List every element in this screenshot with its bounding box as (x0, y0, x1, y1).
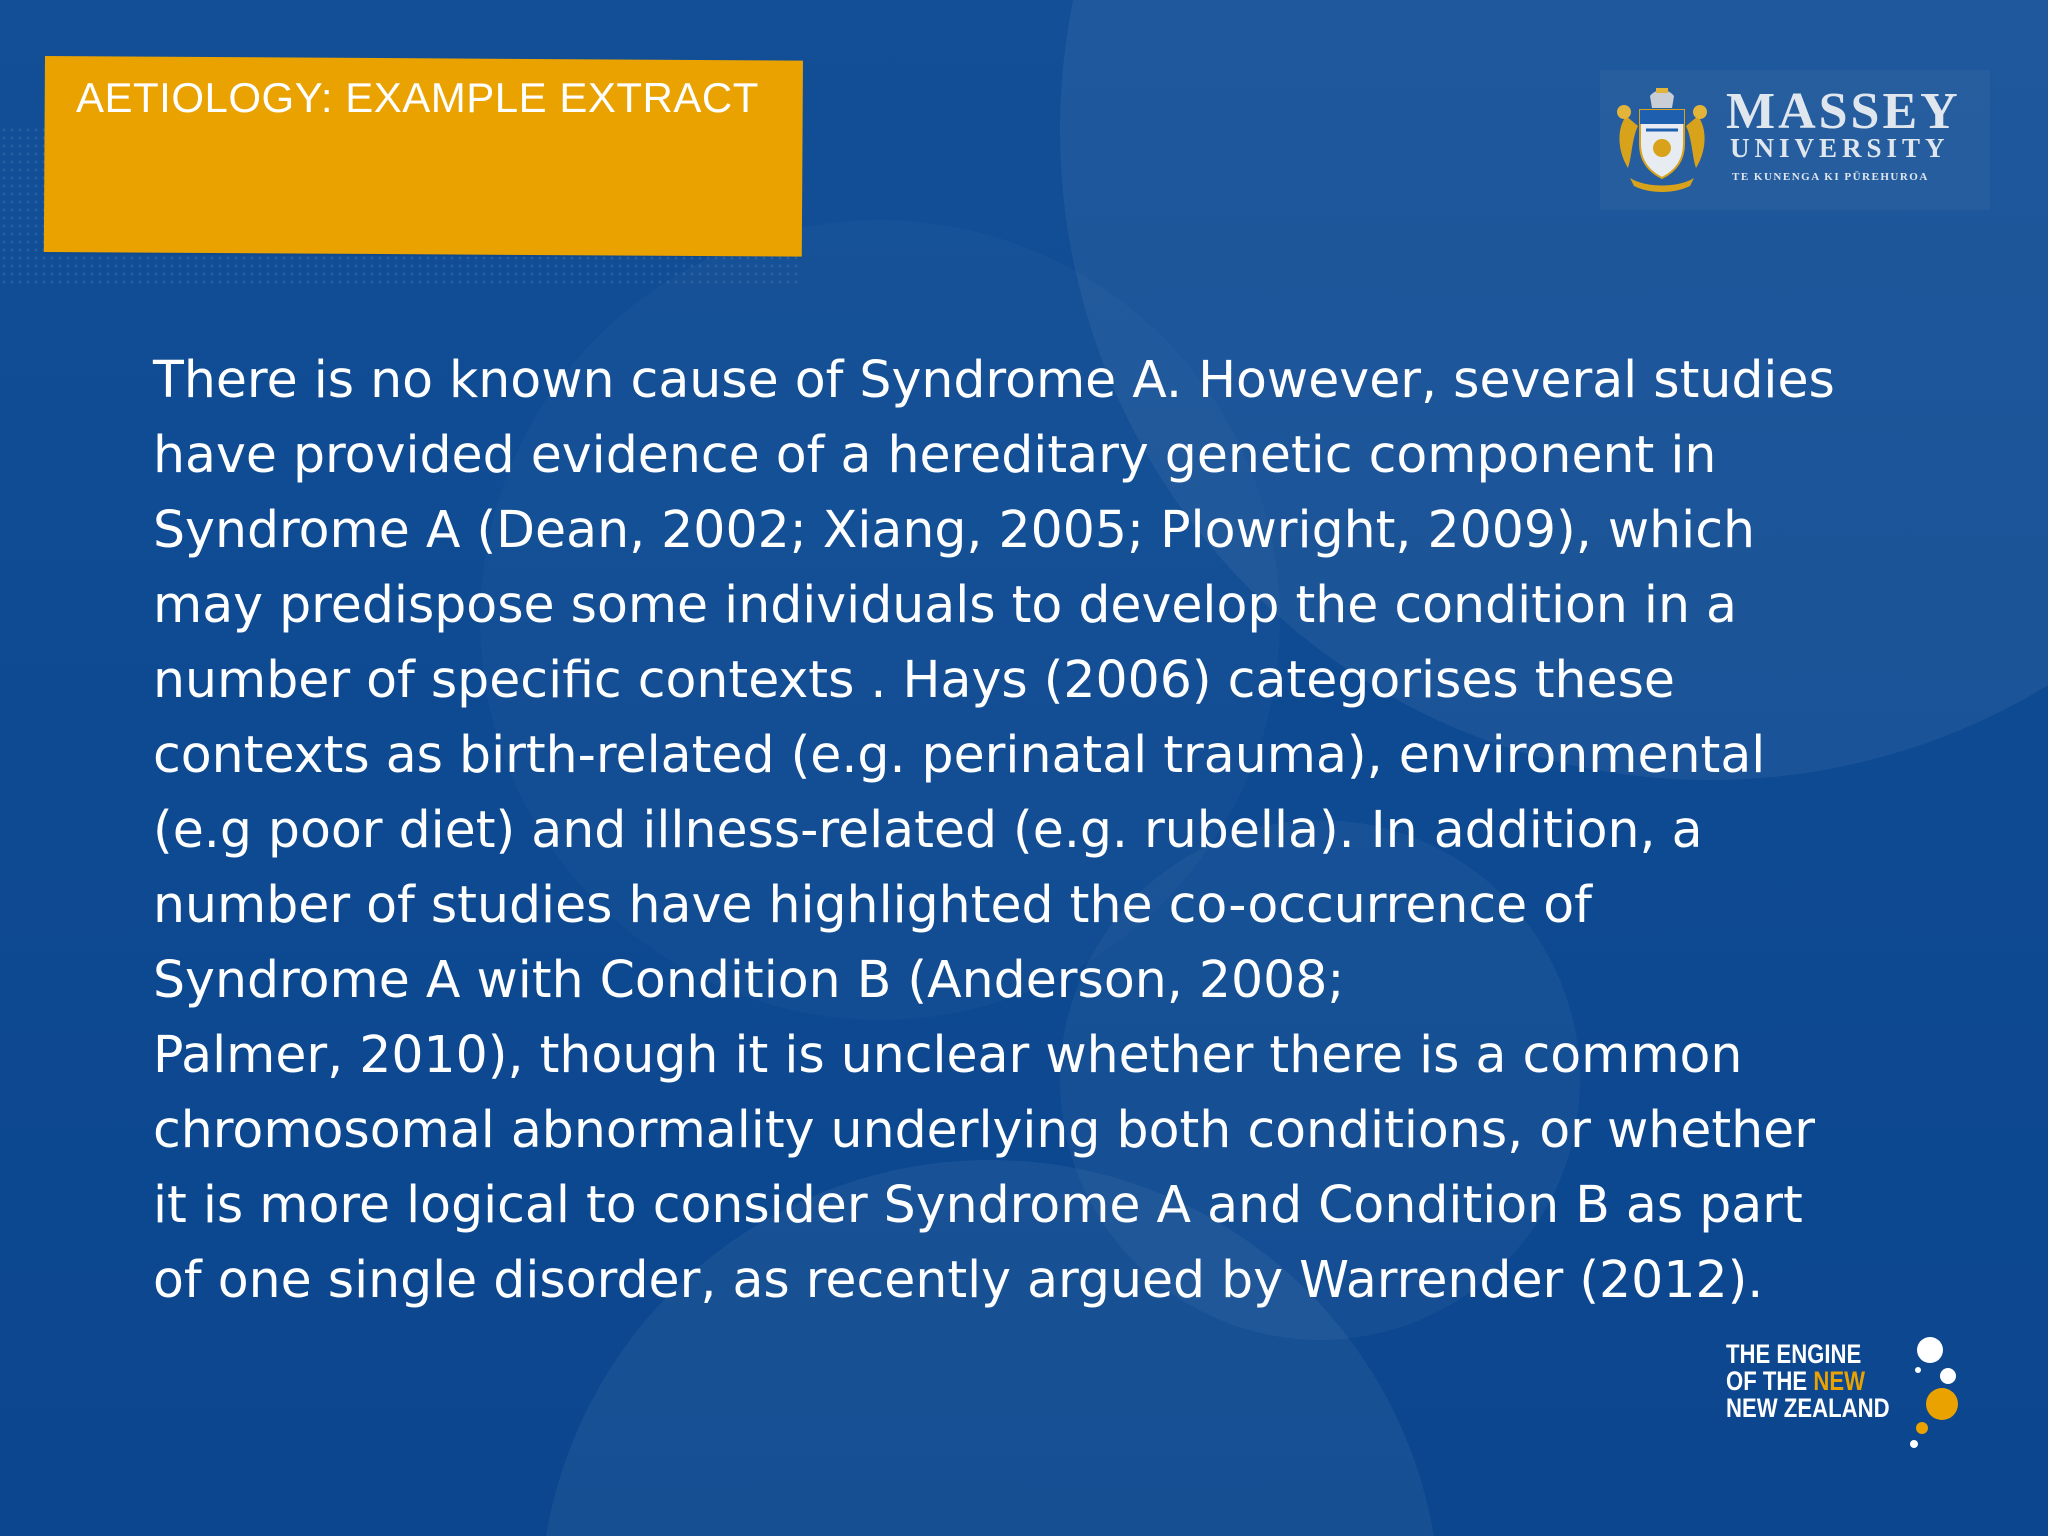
body-line: number of studies have highlighted the co-occurrence of (153, 875, 1592, 934)
body-line: chromosomal abnormality underlying both conditions, or whether (153, 1100, 1815, 1159)
logo-name-university: UNIVERSITY (1730, 133, 1950, 163)
body-line: There is no known cause of Syndrome A. However, several studies (153, 350, 1835, 409)
tagline-line-2 (1726, 1368, 1890, 1395)
body-line: (e.g poor diet) and illness-related (e.g. rubella). In addition, a (153, 800, 1703, 859)
body-line: number of specific contexts . Hays (2006) categorises these (153, 650, 1676, 709)
university-crest-icon (1612, 86, 1712, 196)
tagline (1726, 1341, 1890, 1422)
body-line: have provided evidence of a hereditary genetic component in (153, 425, 1717, 484)
body-line: Palmer, 2010), though it is unclear whether there is a common (153, 1025, 1743, 1084)
body-line: contexts as birth-related (e.g. perinatal trauma), environmental (153, 725, 1766, 784)
body-paragraph (153, 342, 1873, 1317)
logo-name-massey: MASSEY (1726, 83, 1961, 140)
body-line: may predispose some individuals to develop the condition in a (153, 575, 1737, 634)
body-line: Syndrome A with Condition B (Anderson, 2008; (153, 950, 1345, 1009)
logo-motto: TE KUNENGA KI PŪREHUROA (1732, 171, 1929, 183)
slide-title: AETIOLOGY: EXAMPLE EXTRACT (76, 74, 759, 121)
body-line: it is more logical to consider Syndrome A and Condition B as part (153, 1175, 1803, 1234)
tagline-new-highlight: NEW (1813, 1366, 1865, 1396)
body-line: of one single disorder, as recently argued by Warrender (2012). (153, 1250, 1764, 1309)
tagline-line-1: THE ENGINE (1726, 1339, 1862, 1369)
tagline-line-3: NEW ZEALAND (1726, 1393, 1890, 1423)
body-line: Syndrome A (Dean, 2002; Xiang, 2005; Plowright, 2009), which (153, 500, 1755, 559)
tagline-of-the: OF THE (1726, 1366, 1814, 1396)
engine-dots-icon (1900, 1320, 1970, 1460)
